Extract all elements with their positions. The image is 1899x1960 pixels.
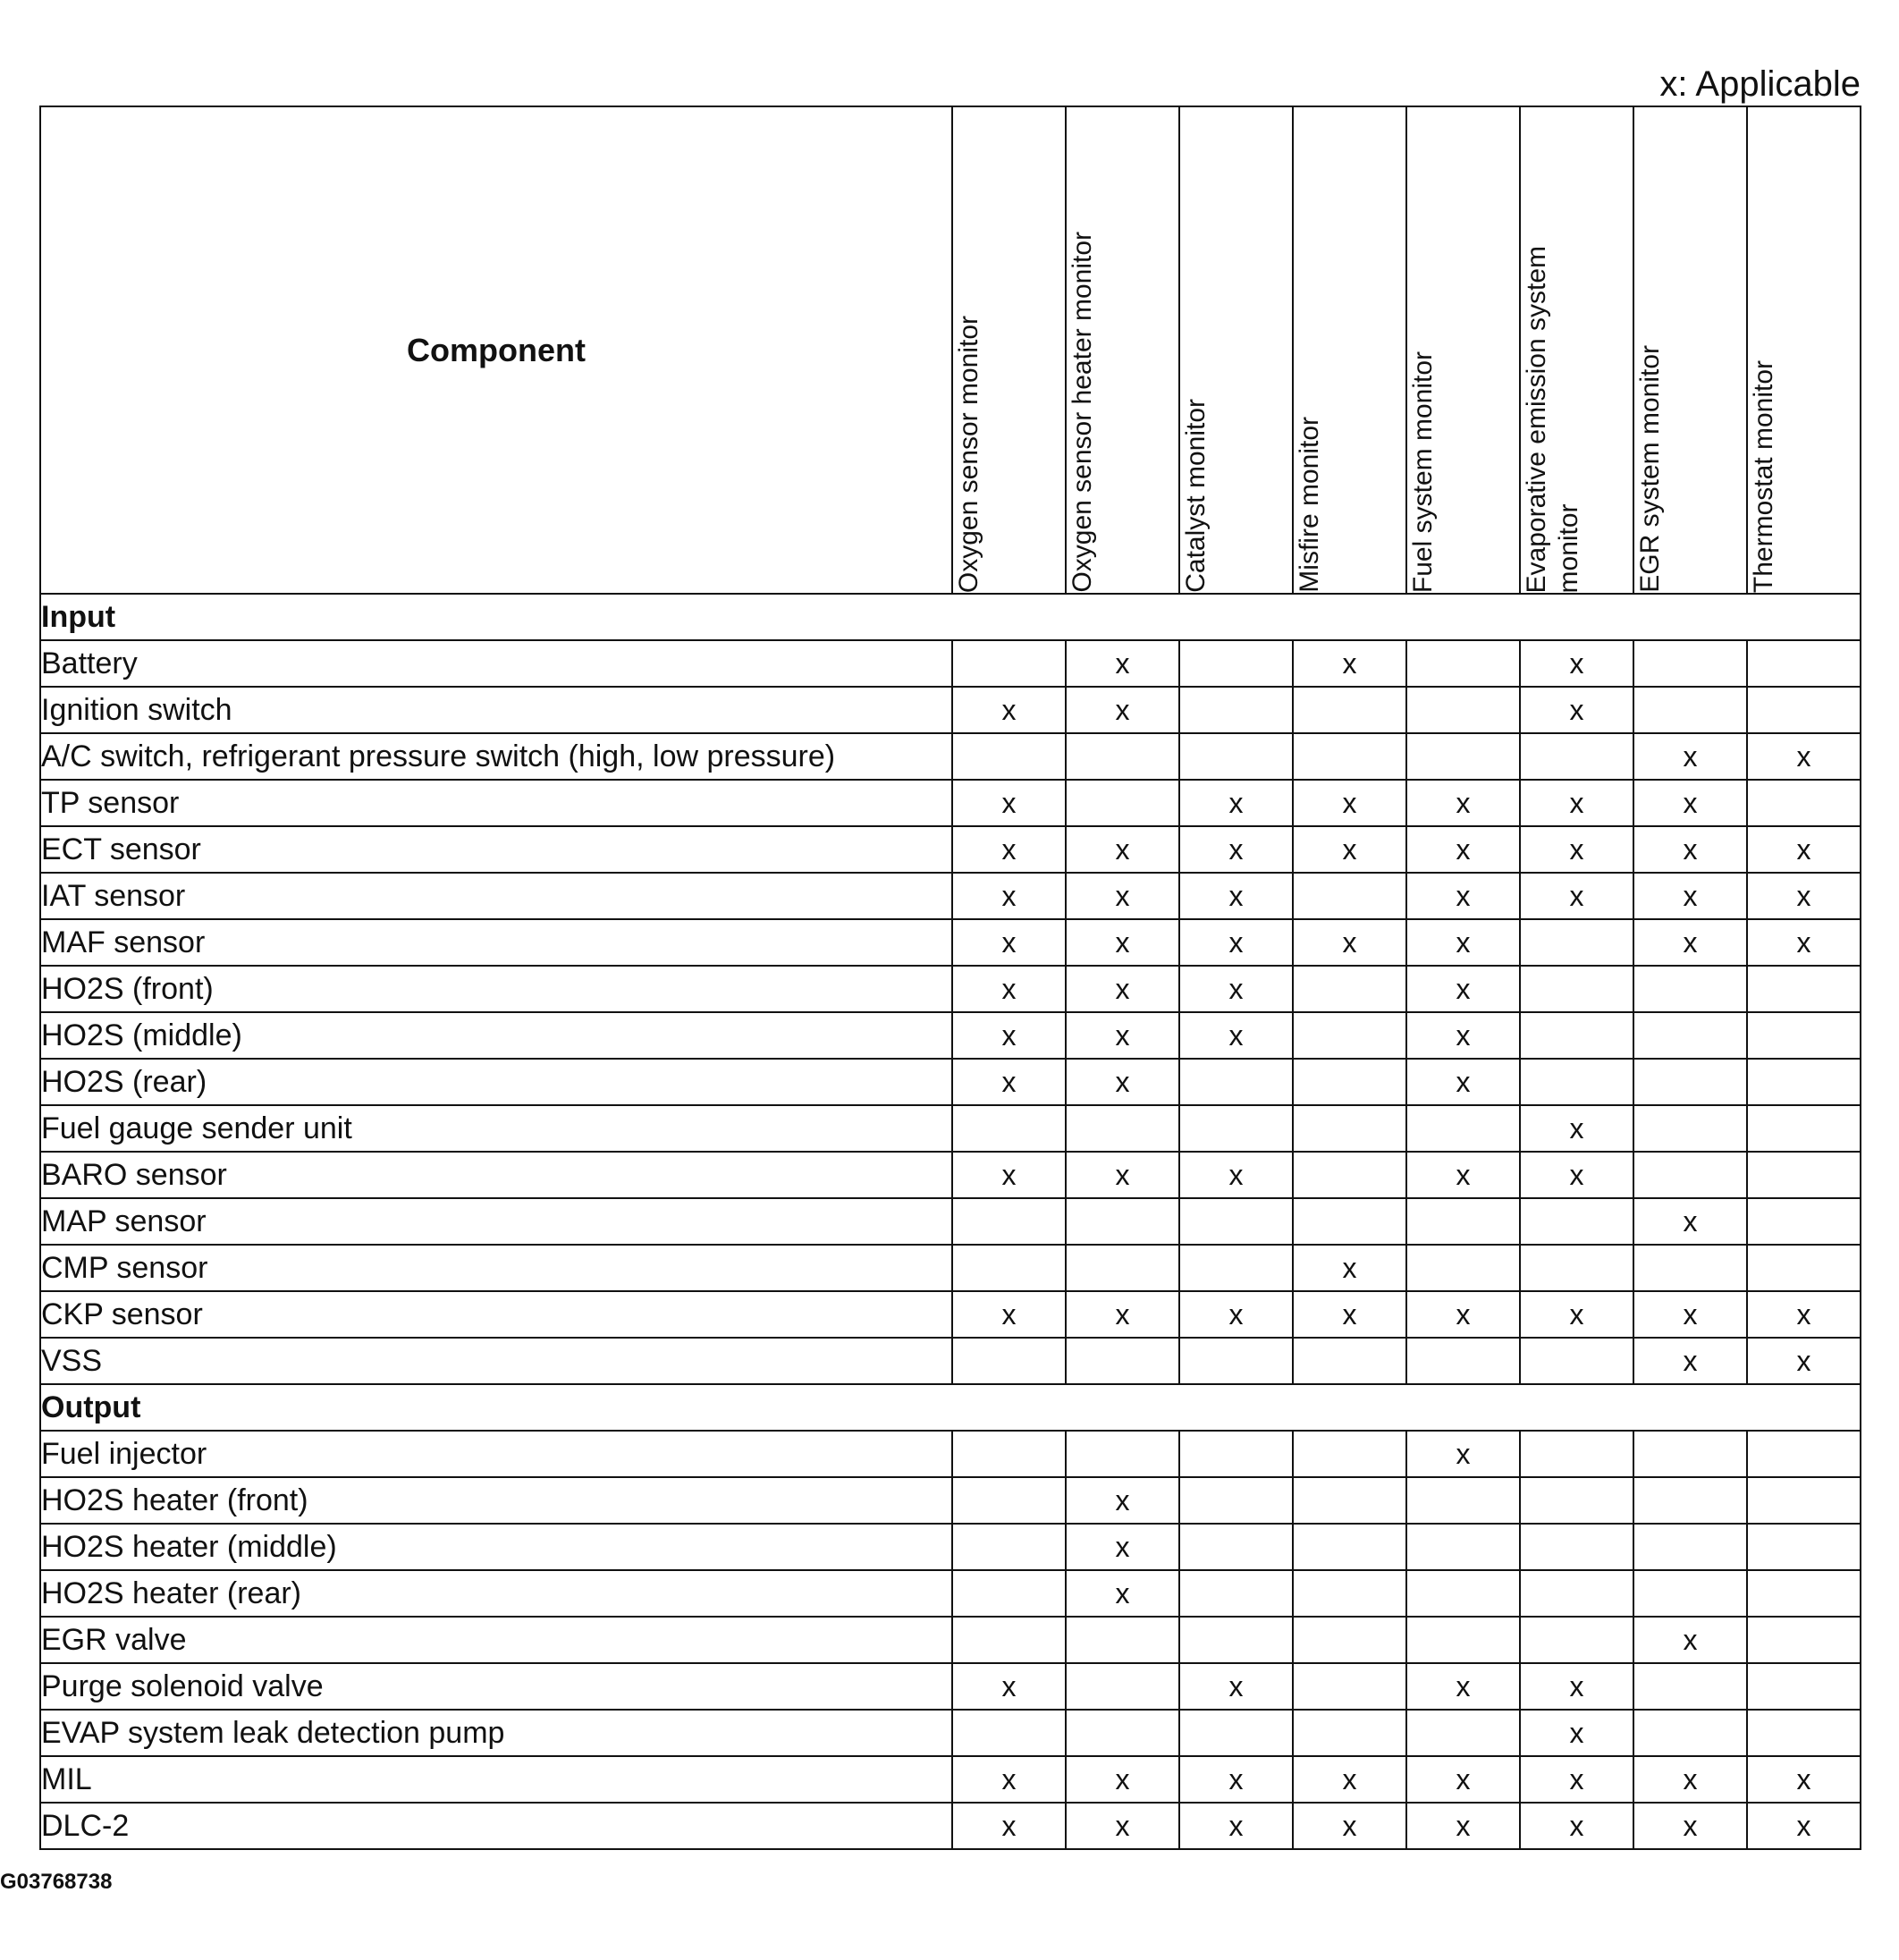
applicable-cell: x xyxy=(952,1803,1066,1849)
applicable-cell xyxy=(1520,1617,1633,1663)
component-name: VSS xyxy=(40,1338,952,1384)
section-row xyxy=(40,1384,1861,1431)
applicable-cell: x xyxy=(1406,1431,1520,1477)
applicable-cell xyxy=(1633,687,1747,733)
applicable-cell: x xyxy=(1406,1012,1520,1059)
applicable-cell: x xyxy=(952,687,1066,733)
applicable-cell: x xyxy=(1406,826,1520,873)
component-name: HO2S heater (rear) xyxy=(40,1570,952,1617)
applicable-cell: x xyxy=(1747,1803,1861,1849)
table-row xyxy=(40,780,1861,826)
component-name: BARO sensor xyxy=(40,1152,952,1198)
applicable-cell xyxy=(1747,1012,1861,1059)
applicable-cell: x xyxy=(1179,873,1293,919)
applicable-cell: x xyxy=(1633,1617,1747,1663)
applicable-cell xyxy=(1293,1663,1406,1710)
applicable-cell xyxy=(1293,1012,1406,1059)
table-row xyxy=(40,826,1861,873)
table-row xyxy=(40,1570,1861,1617)
applicable-cell xyxy=(1293,1431,1406,1477)
applicable-cell xyxy=(1633,1570,1747,1617)
applicable-cell xyxy=(1520,919,1633,966)
applicable-cell xyxy=(1179,1617,1293,1663)
component-name: ECT sensor xyxy=(40,826,952,873)
applicable-cell: x xyxy=(1520,640,1633,687)
table-row xyxy=(40,1152,1861,1198)
applicable-cell xyxy=(1747,1477,1861,1524)
applicable-cell xyxy=(1520,1245,1633,1291)
applicable-cell xyxy=(1066,1338,1179,1384)
applicable-cell: x xyxy=(1520,1152,1633,1198)
component-name: TP sensor xyxy=(40,780,952,826)
applicable-cell: x xyxy=(1633,873,1747,919)
applicable-cell: x xyxy=(1633,1198,1747,1245)
applicable-cell xyxy=(1633,1710,1747,1756)
applicable-cell: x xyxy=(1520,1105,1633,1152)
applicable-cell xyxy=(1520,1198,1633,1245)
applicable-cell: x xyxy=(1293,919,1406,966)
figure-code: G03768738 xyxy=(0,1870,113,1894)
component-name: MIL xyxy=(40,1756,952,1803)
applicable-cell: x xyxy=(1520,1291,1633,1338)
applicable-cell: x xyxy=(952,1663,1066,1710)
monitor-header xyxy=(1179,106,1293,594)
applicable-cell xyxy=(1066,1431,1179,1477)
applicable-cell: x xyxy=(1633,919,1747,966)
applicable-cell: x xyxy=(1747,733,1861,780)
applicable-cell: x xyxy=(1066,1152,1179,1198)
monitor-header xyxy=(1066,106,1179,594)
applicable-cell xyxy=(1747,1663,1861,1710)
applicable-cell xyxy=(1293,1524,1406,1570)
applicable-cell: x xyxy=(1747,873,1861,919)
applicable-cell: x xyxy=(1066,1477,1179,1524)
applicable-cell xyxy=(1293,1198,1406,1245)
applicable-cell xyxy=(1293,1570,1406,1617)
applicable-cell xyxy=(1179,1431,1293,1477)
applicable-cell xyxy=(1179,1338,1293,1384)
monitor-header-label: EGR system monitor xyxy=(1635,345,1665,593)
table-row xyxy=(40,733,1861,780)
applicable-cell: x xyxy=(1179,1012,1293,1059)
applicable-cell xyxy=(952,1198,1066,1245)
component-name: A/C switch, refrigerant pressure switch (high, low pressure) xyxy=(40,733,952,780)
component-name: MAP sensor xyxy=(40,1198,952,1245)
applicable-cell: x xyxy=(1406,919,1520,966)
applicable-cell: x xyxy=(1293,826,1406,873)
applicable-cell xyxy=(1406,1477,1520,1524)
monitor-header-label: Oxygen sensor monitor xyxy=(954,315,983,593)
applicable-cell xyxy=(1293,1338,1406,1384)
applicable-cell xyxy=(1293,1105,1406,1152)
applicable-cell xyxy=(1520,1477,1633,1524)
monitor-header xyxy=(1520,106,1633,594)
applicable-cell xyxy=(1179,1059,1293,1105)
table-row xyxy=(40,966,1861,1012)
monitor-header xyxy=(1293,106,1406,594)
applicable-cell xyxy=(1293,1710,1406,1756)
applicable-cell xyxy=(1406,1105,1520,1152)
applicable-cell xyxy=(1179,687,1293,733)
table-row xyxy=(40,1338,1861,1384)
applicable-cell xyxy=(1293,1617,1406,1663)
table-row xyxy=(40,919,1861,966)
table-row xyxy=(40,640,1861,687)
section-row xyxy=(40,594,1861,640)
applicable-cell xyxy=(1406,687,1520,733)
applicable-cell xyxy=(1747,1617,1861,1663)
applicable-cell xyxy=(952,1617,1066,1663)
monitor-header xyxy=(952,106,1066,594)
applicable-cell xyxy=(952,1338,1066,1384)
applicable-cell xyxy=(1406,1710,1520,1756)
applicable-cell xyxy=(952,733,1066,780)
applicable-cell: x xyxy=(1633,733,1747,780)
applicable-cell: x xyxy=(1179,919,1293,966)
component-name: HO2S (front) xyxy=(40,966,952,1012)
applicable-cell xyxy=(1066,1617,1179,1663)
applicable-cell xyxy=(1520,733,1633,780)
applicable-cell xyxy=(1293,873,1406,919)
applicable-cell: x xyxy=(1179,966,1293,1012)
applicable-cell xyxy=(1406,1198,1520,1245)
applicable-cell xyxy=(1747,687,1861,733)
applicable-cell xyxy=(1520,1431,1633,1477)
applicable-cell: x xyxy=(1066,1059,1179,1105)
monitor-header-label: Fuel system monitor xyxy=(1408,351,1438,593)
applicable-cell: x xyxy=(1520,780,1633,826)
applicable-cell xyxy=(1747,1431,1861,1477)
applicable-cell: x xyxy=(1179,780,1293,826)
component-header: Component xyxy=(40,106,952,594)
applicable-cell: x xyxy=(952,780,1066,826)
applicable-cell xyxy=(1747,1059,1861,1105)
applicable-cell: x xyxy=(1066,1756,1179,1803)
component-name: HO2S heater (middle) xyxy=(40,1524,952,1570)
applicable-cell xyxy=(1179,1245,1293,1291)
applicable-cell xyxy=(1747,1198,1861,1245)
monitor-header xyxy=(1406,106,1520,594)
applicable-cell xyxy=(1633,966,1747,1012)
applicable-cell xyxy=(1293,1477,1406,1524)
table-row xyxy=(40,1710,1861,1756)
applicable-cell xyxy=(1520,966,1633,1012)
applicable-cell xyxy=(1633,1663,1747,1710)
applicable-cell: x xyxy=(1293,1756,1406,1803)
table-row xyxy=(40,1756,1861,1803)
applicable-cell xyxy=(1179,733,1293,780)
applicable-cell: x xyxy=(1066,966,1179,1012)
applicable-cell: x xyxy=(952,1152,1066,1198)
component-name: MAF sensor xyxy=(40,919,952,966)
section-label: Input xyxy=(40,594,1861,640)
applicable-cell xyxy=(1179,1570,1293,1617)
table-row xyxy=(40,1803,1861,1849)
applicable-cell xyxy=(1633,640,1747,687)
applicable-cell: x xyxy=(1633,1338,1747,1384)
applicable-cell: x xyxy=(1293,1803,1406,1849)
applicable-cell xyxy=(1520,1059,1633,1105)
applicable-cell xyxy=(952,1524,1066,1570)
applicable-cell xyxy=(1633,1105,1747,1152)
applicable-cell: x xyxy=(1633,1291,1747,1338)
applicable-cell: x xyxy=(1293,1291,1406,1338)
applicable-cell: x xyxy=(1520,826,1633,873)
monitor-header-label: Thermostat monitor xyxy=(1749,359,1778,593)
applicable-cell xyxy=(952,1570,1066,1617)
applicable-cell xyxy=(952,1105,1066,1152)
monitor-header-label: Evaporative emission system monitor xyxy=(1522,245,1583,593)
table-row xyxy=(40,1245,1861,1291)
applicable-cell xyxy=(1406,1617,1520,1663)
applicable-cell xyxy=(1747,640,1861,687)
applicable-cell: x xyxy=(1520,873,1633,919)
monitor-header-label: Oxygen sensor heater monitor xyxy=(1068,232,1097,593)
applicable-cell: x xyxy=(1406,873,1520,919)
applicable-cell: x xyxy=(1066,873,1179,919)
applicable-cell xyxy=(1520,1338,1633,1384)
applicable-cell: x xyxy=(1747,919,1861,966)
applicable-cell xyxy=(1293,966,1406,1012)
applicable-cell: x xyxy=(1066,687,1179,733)
applicable-cell xyxy=(1633,1477,1747,1524)
applicable-cell: x xyxy=(1179,826,1293,873)
component-name: HO2S (middle) xyxy=(40,1012,952,1059)
applicable-cell: x xyxy=(1406,966,1520,1012)
applicable-cell: x xyxy=(1293,1245,1406,1291)
applicable-cell xyxy=(952,640,1066,687)
applicable-cell: x xyxy=(1520,1663,1633,1710)
applicable-cell: x xyxy=(1066,640,1179,687)
applicable-cell: x xyxy=(952,826,1066,873)
component-name: CKP sensor xyxy=(40,1291,952,1338)
applicable-cell xyxy=(952,1710,1066,1756)
applicable-cell: x xyxy=(1066,1803,1179,1849)
applicable-cell xyxy=(1406,733,1520,780)
applicable-cell xyxy=(952,1477,1066,1524)
applicable-cell xyxy=(1293,733,1406,780)
section-label: Output xyxy=(40,1384,1861,1431)
applicable-cell: x xyxy=(1066,1570,1179,1617)
applicable-cell xyxy=(1066,1105,1179,1152)
applicable-cell xyxy=(1747,1105,1861,1152)
component-name: HO2S (rear) xyxy=(40,1059,952,1105)
applicable-cell xyxy=(1747,1245,1861,1291)
applicable-cell xyxy=(1179,1477,1293,1524)
applicable-cell xyxy=(1406,640,1520,687)
applicable-cell: x xyxy=(952,1012,1066,1059)
applicable-cell xyxy=(1633,1431,1747,1477)
applicable-cell: x xyxy=(952,1059,1066,1105)
applicable-cell xyxy=(1406,1524,1520,1570)
applicable-cell: x xyxy=(952,966,1066,1012)
table-row xyxy=(40,1663,1861,1710)
table-row xyxy=(40,1617,1861,1663)
component-name: Battery xyxy=(40,640,952,687)
applicable-cell: x xyxy=(1520,1803,1633,1849)
applicable-cell xyxy=(1633,1152,1747,1198)
applicable-cell: x xyxy=(1406,1059,1520,1105)
component-name: HO2S heater (front) xyxy=(40,1477,952,1524)
applicable-cell: x xyxy=(1406,1152,1520,1198)
applicable-cell: x xyxy=(1179,1291,1293,1338)
applicable-cell: x xyxy=(952,873,1066,919)
legend: x: Applicable xyxy=(1659,64,1861,104)
applicable-cell: x xyxy=(1066,1291,1179,1338)
applicable-cell: x xyxy=(1747,1291,1861,1338)
applicable-cell xyxy=(1066,1663,1179,1710)
component-name: EGR valve xyxy=(40,1617,952,1663)
applicable-cell: x xyxy=(1520,1756,1633,1803)
table-row xyxy=(40,1059,1861,1105)
applicable-cell: x xyxy=(1406,780,1520,826)
component-name: DLC-2 xyxy=(40,1803,952,1849)
applicable-cell xyxy=(1293,687,1406,733)
applicable-cell xyxy=(952,1245,1066,1291)
applicable-cell xyxy=(1633,1012,1747,1059)
table-row xyxy=(40,1524,1861,1570)
applicable-cell: x xyxy=(1066,919,1179,966)
applicable-cell: x xyxy=(1179,1756,1293,1803)
applicable-cell xyxy=(1293,1152,1406,1198)
applicable-cell: x xyxy=(1293,640,1406,687)
applicable-cell xyxy=(1179,1524,1293,1570)
applicable-cell xyxy=(1066,1710,1179,1756)
applicable-cell: x xyxy=(1066,1012,1179,1059)
component-name: EVAP system leak detection pump xyxy=(40,1710,952,1756)
applicable-cell: x xyxy=(1406,1803,1520,1849)
monitor-header xyxy=(1633,106,1747,594)
applicable-cell xyxy=(1747,1524,1861,1570)
monitor-header-label: Misfire monitor xyxy=(1295,417,1324,593)
applicable-cell: x xyxy=(1633,1756,1747,1803)
table-row xyxy=(40,1105,1861,1152)
applicable-cell xyxy=(1633,1059,1747,1105)
applicable-cell: x xyxy=(1066,1524,1179,1570)
applicable-cell xyxy=(952,1431,1066,1477)
applicable-cell xyxy=(1293,1059,1406,1105)
applicable-cell xyxy=(1747,1710,1861,1756)
applicable-cell xyxy=(1747,966,1861,1012)
applicable-cell: x xyxy=(1406,1756,1520,1803)
applicable-cell: x xyxy=(1520,1710,1633,1756)
applicable-cell xyxy=(1179,1105,1293,1152)
applicable-cell: x xyxy=(1747,1756,1861,1803)
applicable-cell xyxy=(1747,1152,1861,1198)
component-name: Purge solenoid valve xyxy=(40,1663,952,1710)
applicable-cell xyxy=(1633,1524,1747,1570)
applicable-cell xyxy=(1520,1524,1633,1570)
component-name: IAT sensor xyxy=(40,873,952,919)
applicable-cell: x xyxy=(1747,1338,1861,1384)
applicable-cell: x xyxy=(1633,826,1747,873)
monitor-header-label: Catalyst monitor xyxy=(1181,399,1211,593)
applicable-cell: x xyxy=(1633,1803,1747,1849)
applicable-cell: x xyxy=(1747,826,1861,873)
table-body xyxy=(40,594,1861,1849)
applicable-cell: x xyxy=(1406,1663,1520,1710)
applicable-cell xyxy=(1633,1245,1747,1291)
applicable-cell xyxy=(1066,733,1179,780)
applicable-cell xyxy=(1179,1198,1293,1245)
table-row xyxy=(40,1477,1861,1524)
applicable-cell: x xyxy=(1179,1663,1293,1710)
table-row xyxy=(40,1431,1861,1477)
applicable-cell xyxy=(1406,1570,1520,1617)
applicable-cell xyxy=(1747,1570,1861,1617)
table-row xyxy=(40,1198,1861,1245)
applicable-cell: x xyxy=(1293,780,1406,826)
table-row xyxy=(40,873,1861,919)
applicable-cell xyxy=(1406,1245,1520,1291)
applicable-cell xyxy=(1066,1198,1179,1245)
component-monitor-table xyxy=(39,106,1861,1850)
applicable-cell: x xyxy=(1179,1803,1293,1849)
applicable-cell: x xyxy=(1520,687,1633,733)
applicable-cell xyxy=(1066,1245,1179,1291)
table-row xyxy=(40,687,1861,733)
applicable-cell: x xyxy=(952,1291,1066,1338)
applicable-cell: x xyxy=(952,1756,1066,1803)
applicable-cell: x xyxy=(1179,1152,1293,1198)
applicable-cell xyxy=(1520,1570,1633,1617)
applicable-cell: x xyxy=(1066,826,1179,873)
component-name: Ignition switch xyxy=(40,687,952,733)
applicable-cell xyxy=(1406,1338,1520,1384)
component-name: CMP sensor xyxy=(40,1245,952,1291)
applicable-cell xyxy=(1179,1710,1293,1756)
table-row xyxy=(40,1291,1861,1338)
applicable-cell: x xyxy=(952,919,1066,966)
applicable-cell: x xyxy=(1633,780,1747,826)
applicable-cell: x xyxy=(1406,1291,1520,1338)
applicable-cell xyxy=(1747,780,1861,826)
applicable-cell xyxy=(1066,780,1179,826)
table-row xyxy=(40,1012,1861,1059)
monitor-header xyxy=(1747,106,1861,594)
applicable-cell xyxy=(1179,640,1293,687)
component-name: Fuel gauge sender unit xyxy=(40,1105,952,1152)
header-row xyxy=(40,106,1861,594)
applicable-cell xyxy=(1520,1012,1633,1059)
component-name: Fuel injector xyxy=(40,1431,952,1477)
